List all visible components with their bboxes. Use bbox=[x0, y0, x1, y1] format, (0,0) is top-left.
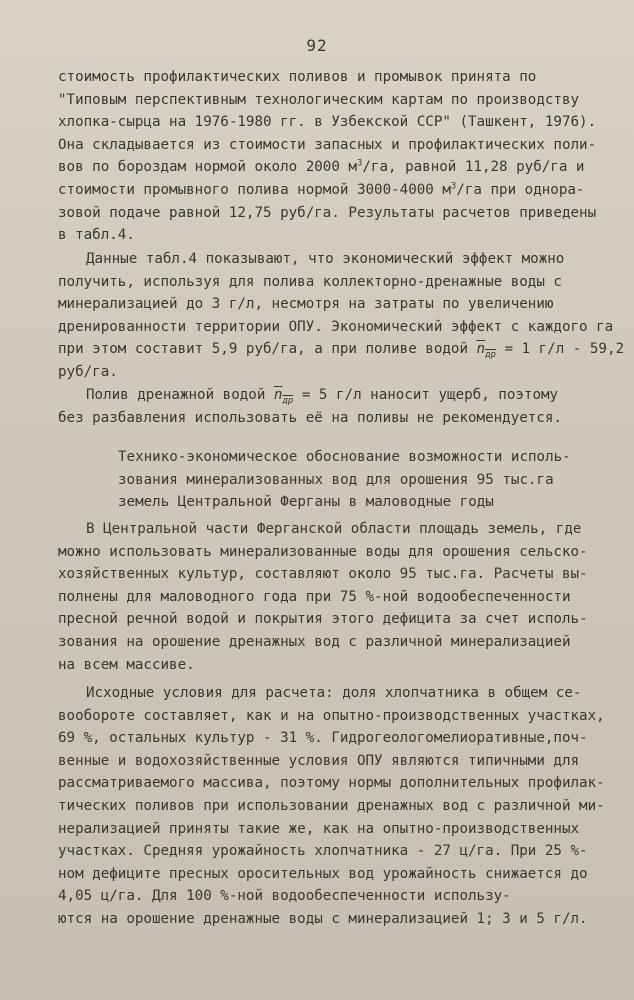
text-line: В Центральной части Ферганской области площадь земель, где bbox=[86, 521, 582, 537]
text-fragment: при этом составит 5,9 руб/га, а при поливе водой bbox=[58, 341, 477, 358]
page-number: 92 bbox=[306, 36, 328, 55]
text-line: рассматриваемого массива, поэтому нормы дополнительных профилак- bbox=[58, 775, 605, 792]
symbol-subscript: др bbox=[485, 350, 496, 361]
paragraph-3 bbox=[58, 384, 624, 429]
text-fragment: стоимости промывного полива нормой 3000-4000 м bbox=[58, 181, 451, 198]
text-line: на всем массиве. bbox=[58, 656, 195, 673]
text-line bbox=[58, 156, 624, 179]
text-line: можно использовать минерализованные воды для орошения сельско- bbox=[58, 543, 588, 560]
text-line: Исходные условия для расчета: доля хлопчатника в общем се- bbox=[86, 685, 582, 701]
text-line: Она складывается из стоимости запасных и профилактических поли- bbox=[58, 136, 597, 153]
text-line: венные и водохозяйственные условия ОПУ являются типичными для bbox=[58, 752, 580, 769]
text-line: хозяйственных культур, составляют около 95 тыс.га. Расчеты вы- bbox=[58, 566, 588, 583]
mineralization-symbol bbox=[477, 338, 496, 361]
mineralization-symbol bbox=[274, 384, 293, 407]
text-line: полнены для маловодного года при 75 %-ной водообеспеченности bbox=[58, 588, 571, 605]
text-fragment: Полив дренажной водой bbox=[86, 387, 274, 403]
text-line: "Типовым перспективным технологическим картам по производству bbox=[58, 91, 580, 108]
text-line: хлопка-сырца на 1976-1980 гг. в Узбекской ССР" (Ташкент, 1976). bbox=[58, 114, 597, 131]
text-line: зования на орошение дренажных вод с различной минерализацией bbox=[58, 633, 571, 650]
paragraph-1 bbox=[58, 66, 624, 247]
text-fragment: = 1 г/л - 59,2 bbox=[495, 341, 625, 358]
text-line bbox=[58, 384, 624, 407]
paragraph-4 bbox=[58, 518, 624, 676]
text-line: без разбавления использовать её на поливы не рекомендуется. bbox=[58, 409, 562, 426]
text-line: 69 %, остальных культур - 31 %. Гидрогеологомелиоративные,поч- bbox=[58, 730, 588, 747]
section-heading bbox=[118, 446, 618, 514]
text-line: минерализацией до 3 г/л, несмотря на затраты по увеличению bbox=[58, 296, 554, 313]
symbol-letter: n bbox=[273, 387, 283, 403]
text-line: зовой подаче равной 12,75 руб/га. Результаты расчетов приведены bbox=[58, 204, 597, 221]
text-fragment: /га, равной 11,28 руб/га и bbox=[362, 159, 585, 176]
heading-line: земель Центральной Ферганы в маловодные годы bbox=[118, 494, 494, 511]
text-line bbox=[58, 338, 624, 361]
text-fragment: вов по бороздам нормой около 2000 м bbox=[58, 159, 357, 176]
text-line: ются на орошение дренажные воды с минерализацией 1; 3 и 5 г/л. bbox=[58, 910, 588, 927]
paragraph-5 bbox=[58, 682, 624, 931]
text-line: руб/га. bbox=[58, 363, 118, 380]
heading-line: зования минерализованных вод для орошения 95 тыс.га bbox=[118, 471, 554, 488]
text-line: ном дефиците пресных оросительных вод урожайность снижается до bbox=[58, 865, 588, 882]
text-line: пресной речной водой и покрытия этого дефицита за счет исполь- bbox=[58, 611, 588, 628]
text-line: нерализацией приняты такие же, как на опытно-производственных bbox=[58, 820, 580, 837]
text-line: 4,05 ц/га. Для 100 %-ной водообеспеченности использу- bbox=[58, 888, 511, 905]
text-line: стоимость профилактических поливов и промывок принята по bbox=[58, 69, 537, 85]
superscript: 3 bbox=[450, 181, 457, 192]
text-line: получить, используя для полива коллекторно-дренажные воды с bbox=[58, 273, 562, 290]
text-line: дренированности территории ОПУ. Экономический эффект с каждого га bbox=[58, 318, 614, 335]
text-line: вообороте составляет, как и на опытно-производственных участках, bbox=[58, 707, 605, 724]
heading-line: Технико-экономическое обоснование возможности исполь- bbox=[118, 449, 571, 465]
text-fragment: = 5 г/л наносит ущерб, поэтому bbox=[293, 387, 559, 403]
symbol-letter: n bbox=[476, 341, 486, 358]
symbol-subscript: др bbox=[282, 395, 294, 406]
superscript: 3 bbox=[356, 158, 363, 169]
paragraph-2 bbox=[58, 248, 624, 384]
text-line bbox=[58, 179, 624, 202]
text-line: Данные табл.4 показывают, что экономический эффект можно bbox=[86, 251, 565, 267]
text-line: в табл.4. bbox=[58, 227, 135, 244]
text-line: участках. Средняя урожайность хлопчатника - 27 ц/га. При 25 %- bbox=[58, 843, 588, 860]
text-fragment: /га при однора- bbox=[456, 181, 585, 198]
text-line: тических поливов при использовании дренажных вод с различной ми- bbox=[58, 797, 605, 814]
